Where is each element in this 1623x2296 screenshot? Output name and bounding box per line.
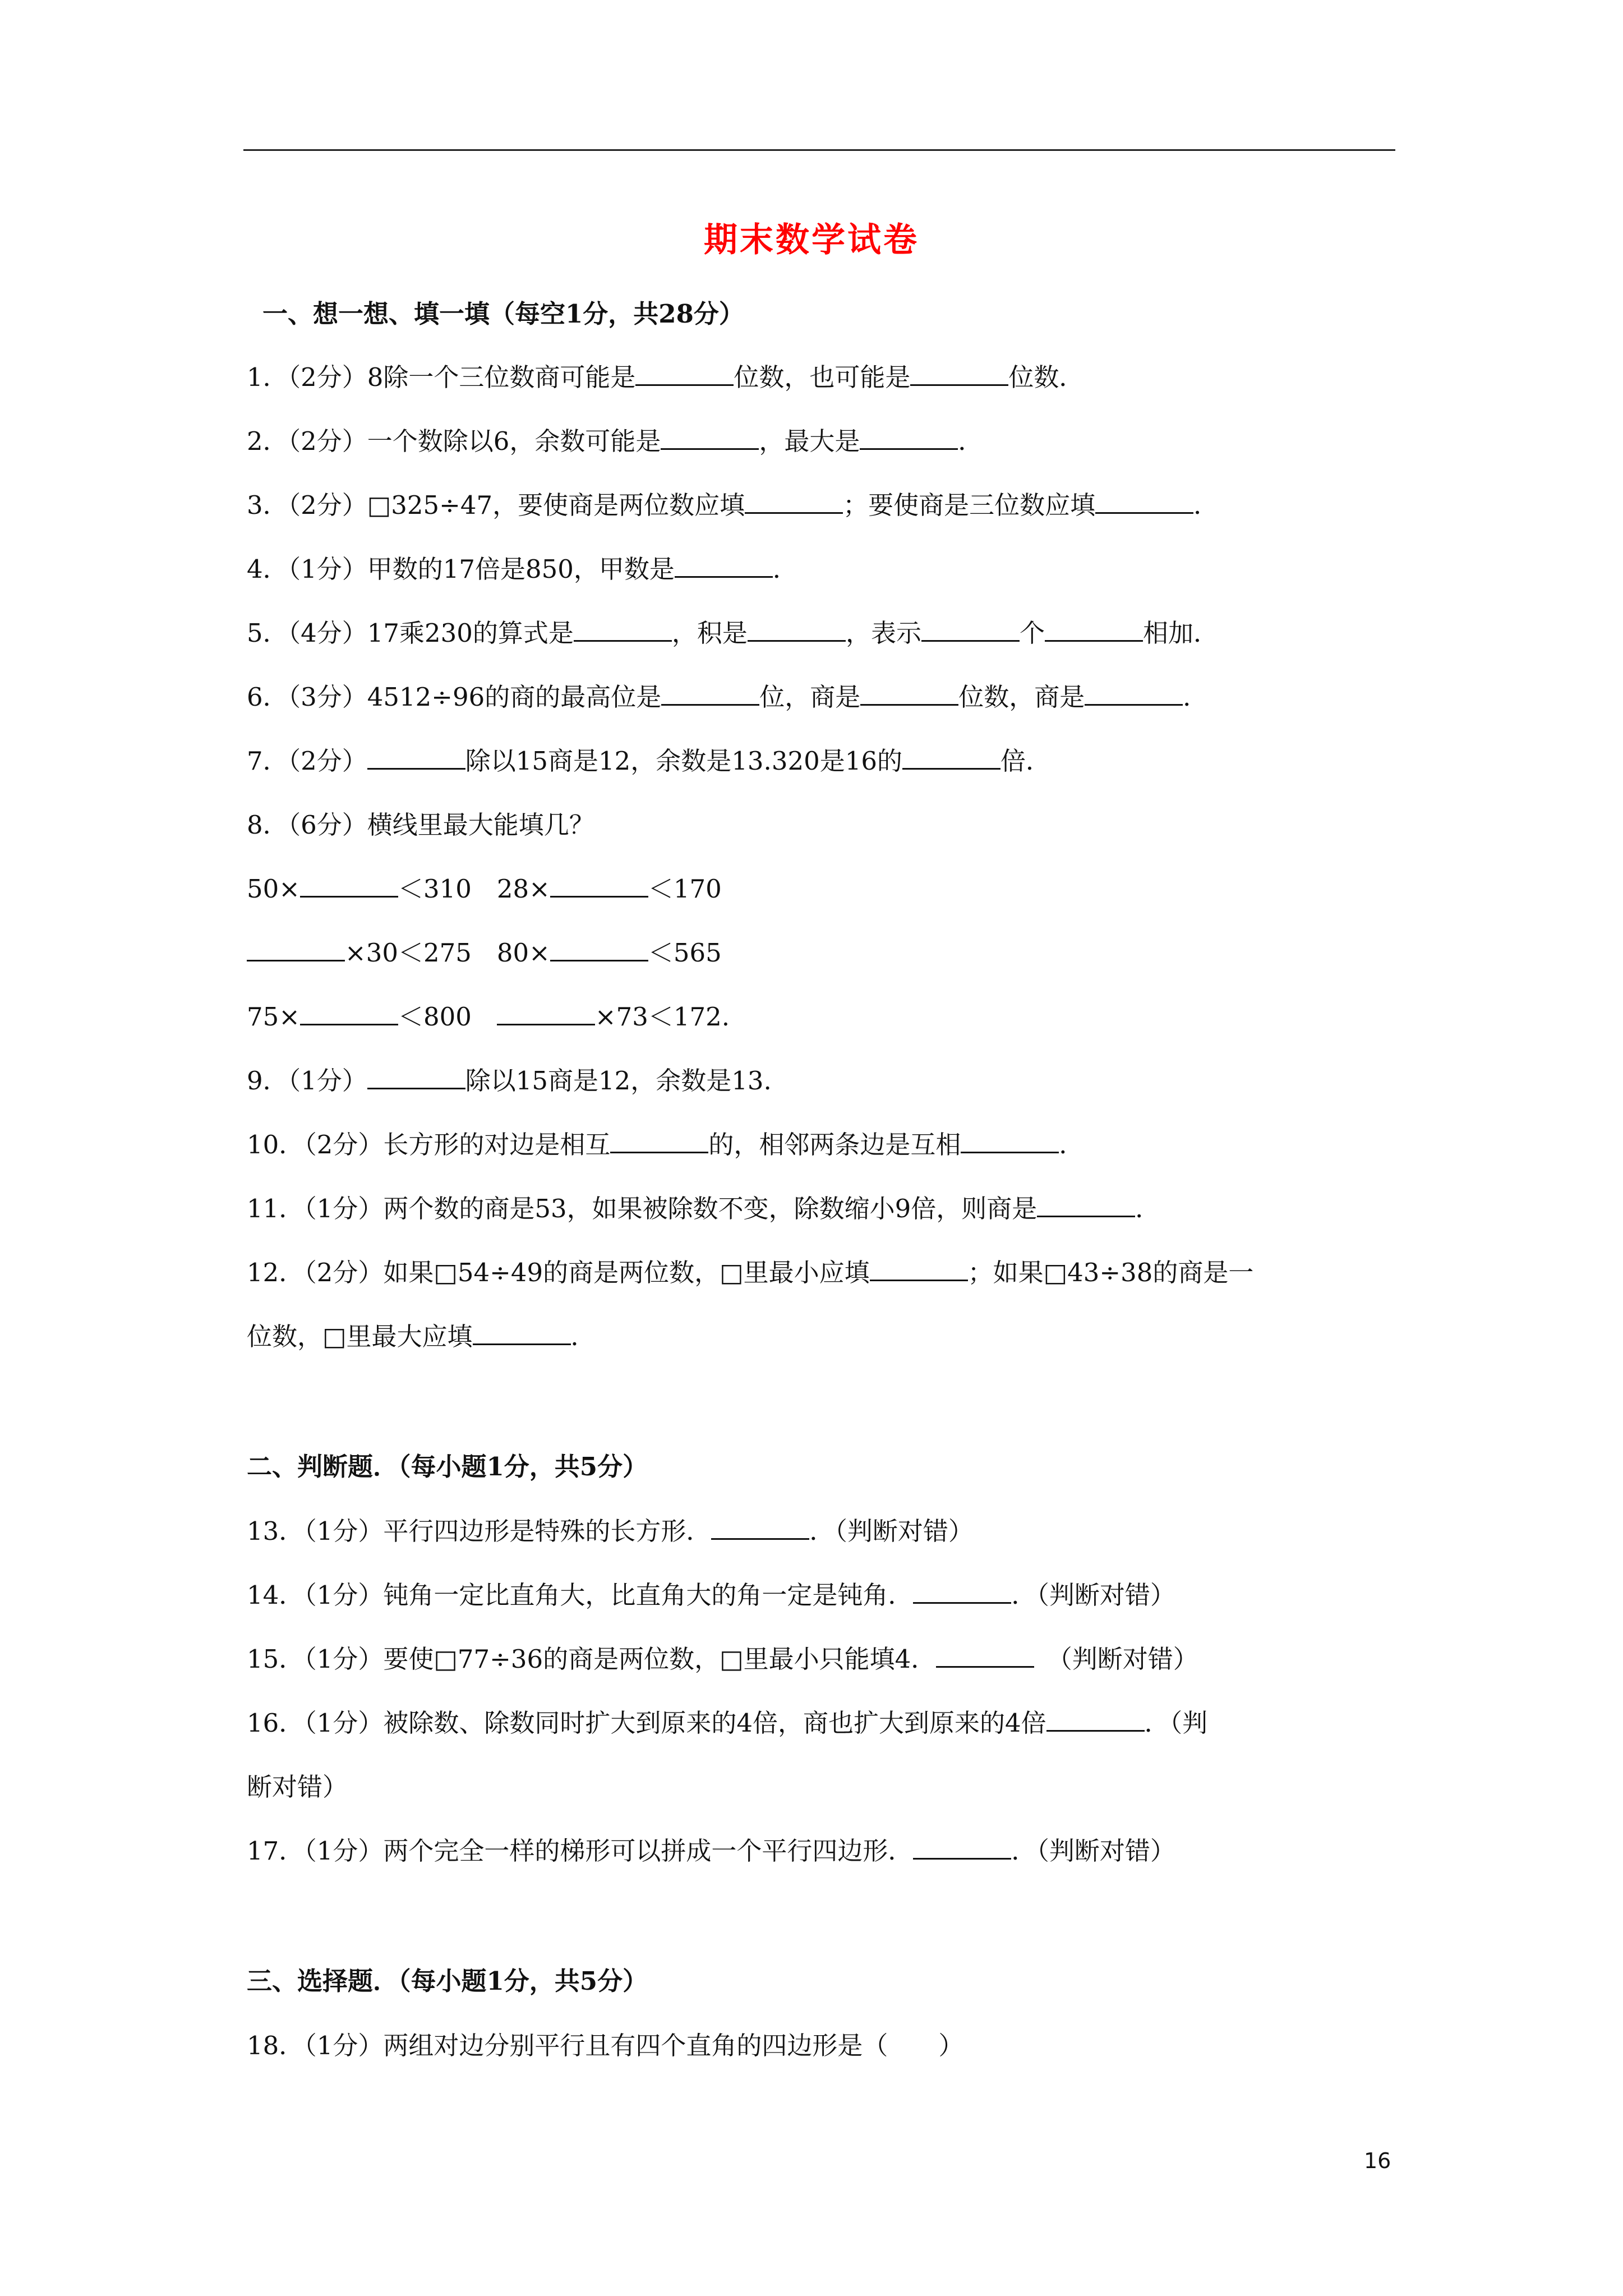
question-9 xyxy=(247,1064,772,1098)
question-16-text: 断对错） xyxy=(247,1772,348,1802)
answer-blank xyxy=(711,1516,809,1540)
inequality-text: 50× xyxy=(247,874,300,904)
answer-blank xyxy=(860,426,958,450)
inequality-text: ×73＜172. xyxy=(594,1002,730,1032)
section-1-heading: 一、想一想、填一填（每空1分，共28分） xyxy=(262,299,744,329)
answer-blank xyxy=(300,873,398,898)
question-12-text: 位数，□里最大应填 xyxy=(247,1322,473,1351)
question-16-text: 16．（1分）被除数、除数同时扩大到原来的4倍，商也扩大到原来的4倍 xyxy=(247,1708,1046,1738)
question-14-text: 14．（1分）钝角一定比直角大，比直角大的角一定是钝角． xyxy=(247,1580,914,1610)
answer-blank xyxy=(936,1644,1034,1668)
question-13-text: 13．（1分）平行四边形是特殊的长方形． xyxy=(247,1516,712,1546)
question-5-text: 5．（4分）17乘230的算式是 xyxy=(247,618,574,648)
answer-blank xyxy=(635,362,734,386)
question-10-text: ． xyxy=(1059,1130,1085,1159)
question-16-text: ．（判 xyxy=(1144,1708,1208,1738)
answer-blank xyxy=(745,490,843,514)
answer-blank xyxy=(675,554,773,578)
question-1-text: 位数． xyxy=(1008,362,1085,392)
question-2 xyxy=(247,425,983,458)
question-11-text: ． xyxy=(1135,1194,1161,1223)
question-11 xyxy=(247,1192,1160,1226)
question-14-text: ．（判断对错） xyxy=(1011,1580,1175,1610)
page-title: 期末数学试卷 xyxy=(704,220,919,260)
question-2-text: ． xyxy=(958,426,984,456)
question-8-row-3 xyxy=(247,1000,730,1034)
question-17 xyxy=(247,1834,1175,1868)
question-7-text: 除以15商是12，余数是13.320是16的 xyxy=(465,746,903,776)
question-8-row-1 xyxy=(247,872,722,906)
answer-blank xyxy=(661,682,759,706)
question-17-text: 17．（1分）两个完全一样的梯形可以拼成一个平行四边形． xyxy=(247,1836,914,1866)
question-5-text: ，表示 xyxy=(845,618,921,648)
question-6-text: 位，商是 xyxy=(759,682,861,712)
question-10 xyxy=(247,1128,1084,1162)
answer-blank xyxy=(1045,618,1143,642)
question-12-text: 12．（2分）如果□54÷49的商是两位数，□里最小应填 xyxy=(247,1258,870,1287)
question-17-text: ．（判断对错） xyxy=(1011,1836,1175,1866)
answer-blank xyxy=(574,618,672,642)
answer-blank xyxy=(860,682,958,706)
answer-blank xyxy=(913,1835,1011,1860)
question-6-text: 6．（3分）4512÷96的商的最高位是 xyxy=(247,682,662,712)
inequality-text: 75× xyxy=(247,1002,300,1032)
question-12 xyxy=(247,1256,1253,1290)
question-8-text: 8．（6分）横线里最大能填几？ xyxy=(247,810,594,840)
answer-blank xyxy=(610,1129,708,1153)
answer-blank xyxy=(367,1065,465,1089)
question-4-text: 4．（1分）甲数的17倍是850，甲数是 xyxy=(247,554,675,584)
question-8-row-2 xyxy=(247,936,722,970)
answer-blank xyxy=(1046,1708,1145,1732)
question-14 xyxy=(247,1579,1175,1612)
question-5-text: 个 xyxy=(1019,618,1045,648)
question-2-text: ，最大是 xyxy=(759,426,860,456)
question-10-text: 10．（2分）长方形的对边是相互 xyxy=(247,1130,611,1159)
question-7 xyxy=(247,744,1051,778)
question-18 xyxy=(247,2029,963,2063)
question-15 xyxy=(247,1642,1198,1676)
question-3-text: ；要使商是三位数应填 xyxy=(843,490,1096,520)
answer-blank xyxy=(921,618,1020,642)
question-1 xyxy=(247,361,1084,394)
answer-blank xyxy=(961,1129,1059,1153)
page-number: 16 xyxy=(1364,2148,1391,2173)
question-7-text: 7．（2分） xyxy=(247,746,367,776)
answer-blank xyxy=(913,1580,1011,1604)
question-5 xyxy=(247,616,1219,650)
question-10-text: 的，相邻两条边是互相 xyxy=(708,1130,961,1159)
answer-blank xyxy=(870,1257,968,1281)
answer-blank xyxy=(300,1001,398,1025)
answer-blank xyxy=(1037,1193,1135,1217)
question-15-text: 15．（1分）要使□77÷36的商是两位数，□里最小只能填4． xyxy=(247,1644,937,1674)
question-5-text: ，积是 xyxy=(671,618,748,648)
answer-blank xyxy=(550,873,648,898)
section-2-heading: 二、判断题．（每小题1分，共5分） xyxy=(247,1452,648,1481)
question-3-text: 3．（2分）□325÷47，要使商是两位数应填 xyxy=(247,490,745,520)
question-9-text: 除以15商是12，余数是13. xyxy=(465,1066,772,1096)
question-3 xyxy=(247,489,1219,522)
question-6-text: ． xyxy=(1183,682,1209,712)
question-6-text: 位数，商是 xyxy=(958,682,1085,712)
question-15-text: （判断对错） xyxy=(1034,1644,1198,1674)
inequality-text: ＜310 28× xyxy=(398,874,550,904)
question-2-text: 2．（2分）一个数除以6，余数可能是 xyxy=(247,426,661,456)
answer-blank xyxy=(367,746,465,770)
question-4 xyxy=(247,553,798,586)
question-6 xyxy=(247,680,1208,714)
question-7-text: 倍． xyxy=(1000,746,1052,776)
question-13 xyxy=(247,1515,974,1548)
inequality-text: ＜565 xyxy=(648,938,722,968)
question-9-text: 9．（1分） xyxy=(247,1066,367,1096)
question-13-text: ．（判断对错） xyxy=(809,1516,974,1546)
inequality-text: ＜800 xyxy=(398,1002,497,1032)
answer-blank xyxy=(1085,682,1183,706)
inequality-text: ＜170 xyxy=(648,874,722,904)
answer-blank xyxy=(902,746,1000,770)
answer-blank xyxy=(473,1321,571,1345)
section-3-heading: 三、选择题．（每小题1分，共5分） xyxy=(247,1966,648,1996)
question-4-text: ． xyxy=(772,554,798,584)
question-12-text: ． xyxy=(570,1322,596,1351)
question-1-text: 位数，也可能是 xyxy=(734,362,911,392)
answer-blank xyxy=(910,362,1008,386)
question-11-text: 11．（1分）两个数的商是53，如果被除数不变，除数缩小9倍，则商是 xyxy=(247,1194,1038,1223)
question-5-text: 相加． xyxy=(1142,618,1219,648)
question-3-text: ． xyxy=(1193,490,1219,520)
answer-blank xyxy=(247,937,345,961)
question-8 xyxy=(247,808,594,842)
question-12-continued xyxy=(247,1320,596,1354)
answer-blank xyxy=(497,1001,595,1025)
answer-blank xyxy=(1095,490,1193,514)
question-16-continued xyxy=(247,1770,348,1804)
answer-blank xyxy=(550,937,648,961)
question-18-text: 18．（1分）两组对边分别平行且有四个直角的四边形是（ ） xyxy=(247,2031,964,2060)
header-rule xyxy=(243,149,1395,151)
answer-blank xyxy=(748,618,846,642)
question-16 xyxy=(247,1706,1207,1740)
question-12-text: ；如果□43÷38的商是一 xyxy=(967,1258,1254,1287)
answer-blank xyxy=(661,426,759,450)
inequality-text: ×30＜275 80× xyxy=(345,938,550,968)
question-1-text: 1．（2分）8除一个三位数商可能是 xyxy=(247,362,636,392)
